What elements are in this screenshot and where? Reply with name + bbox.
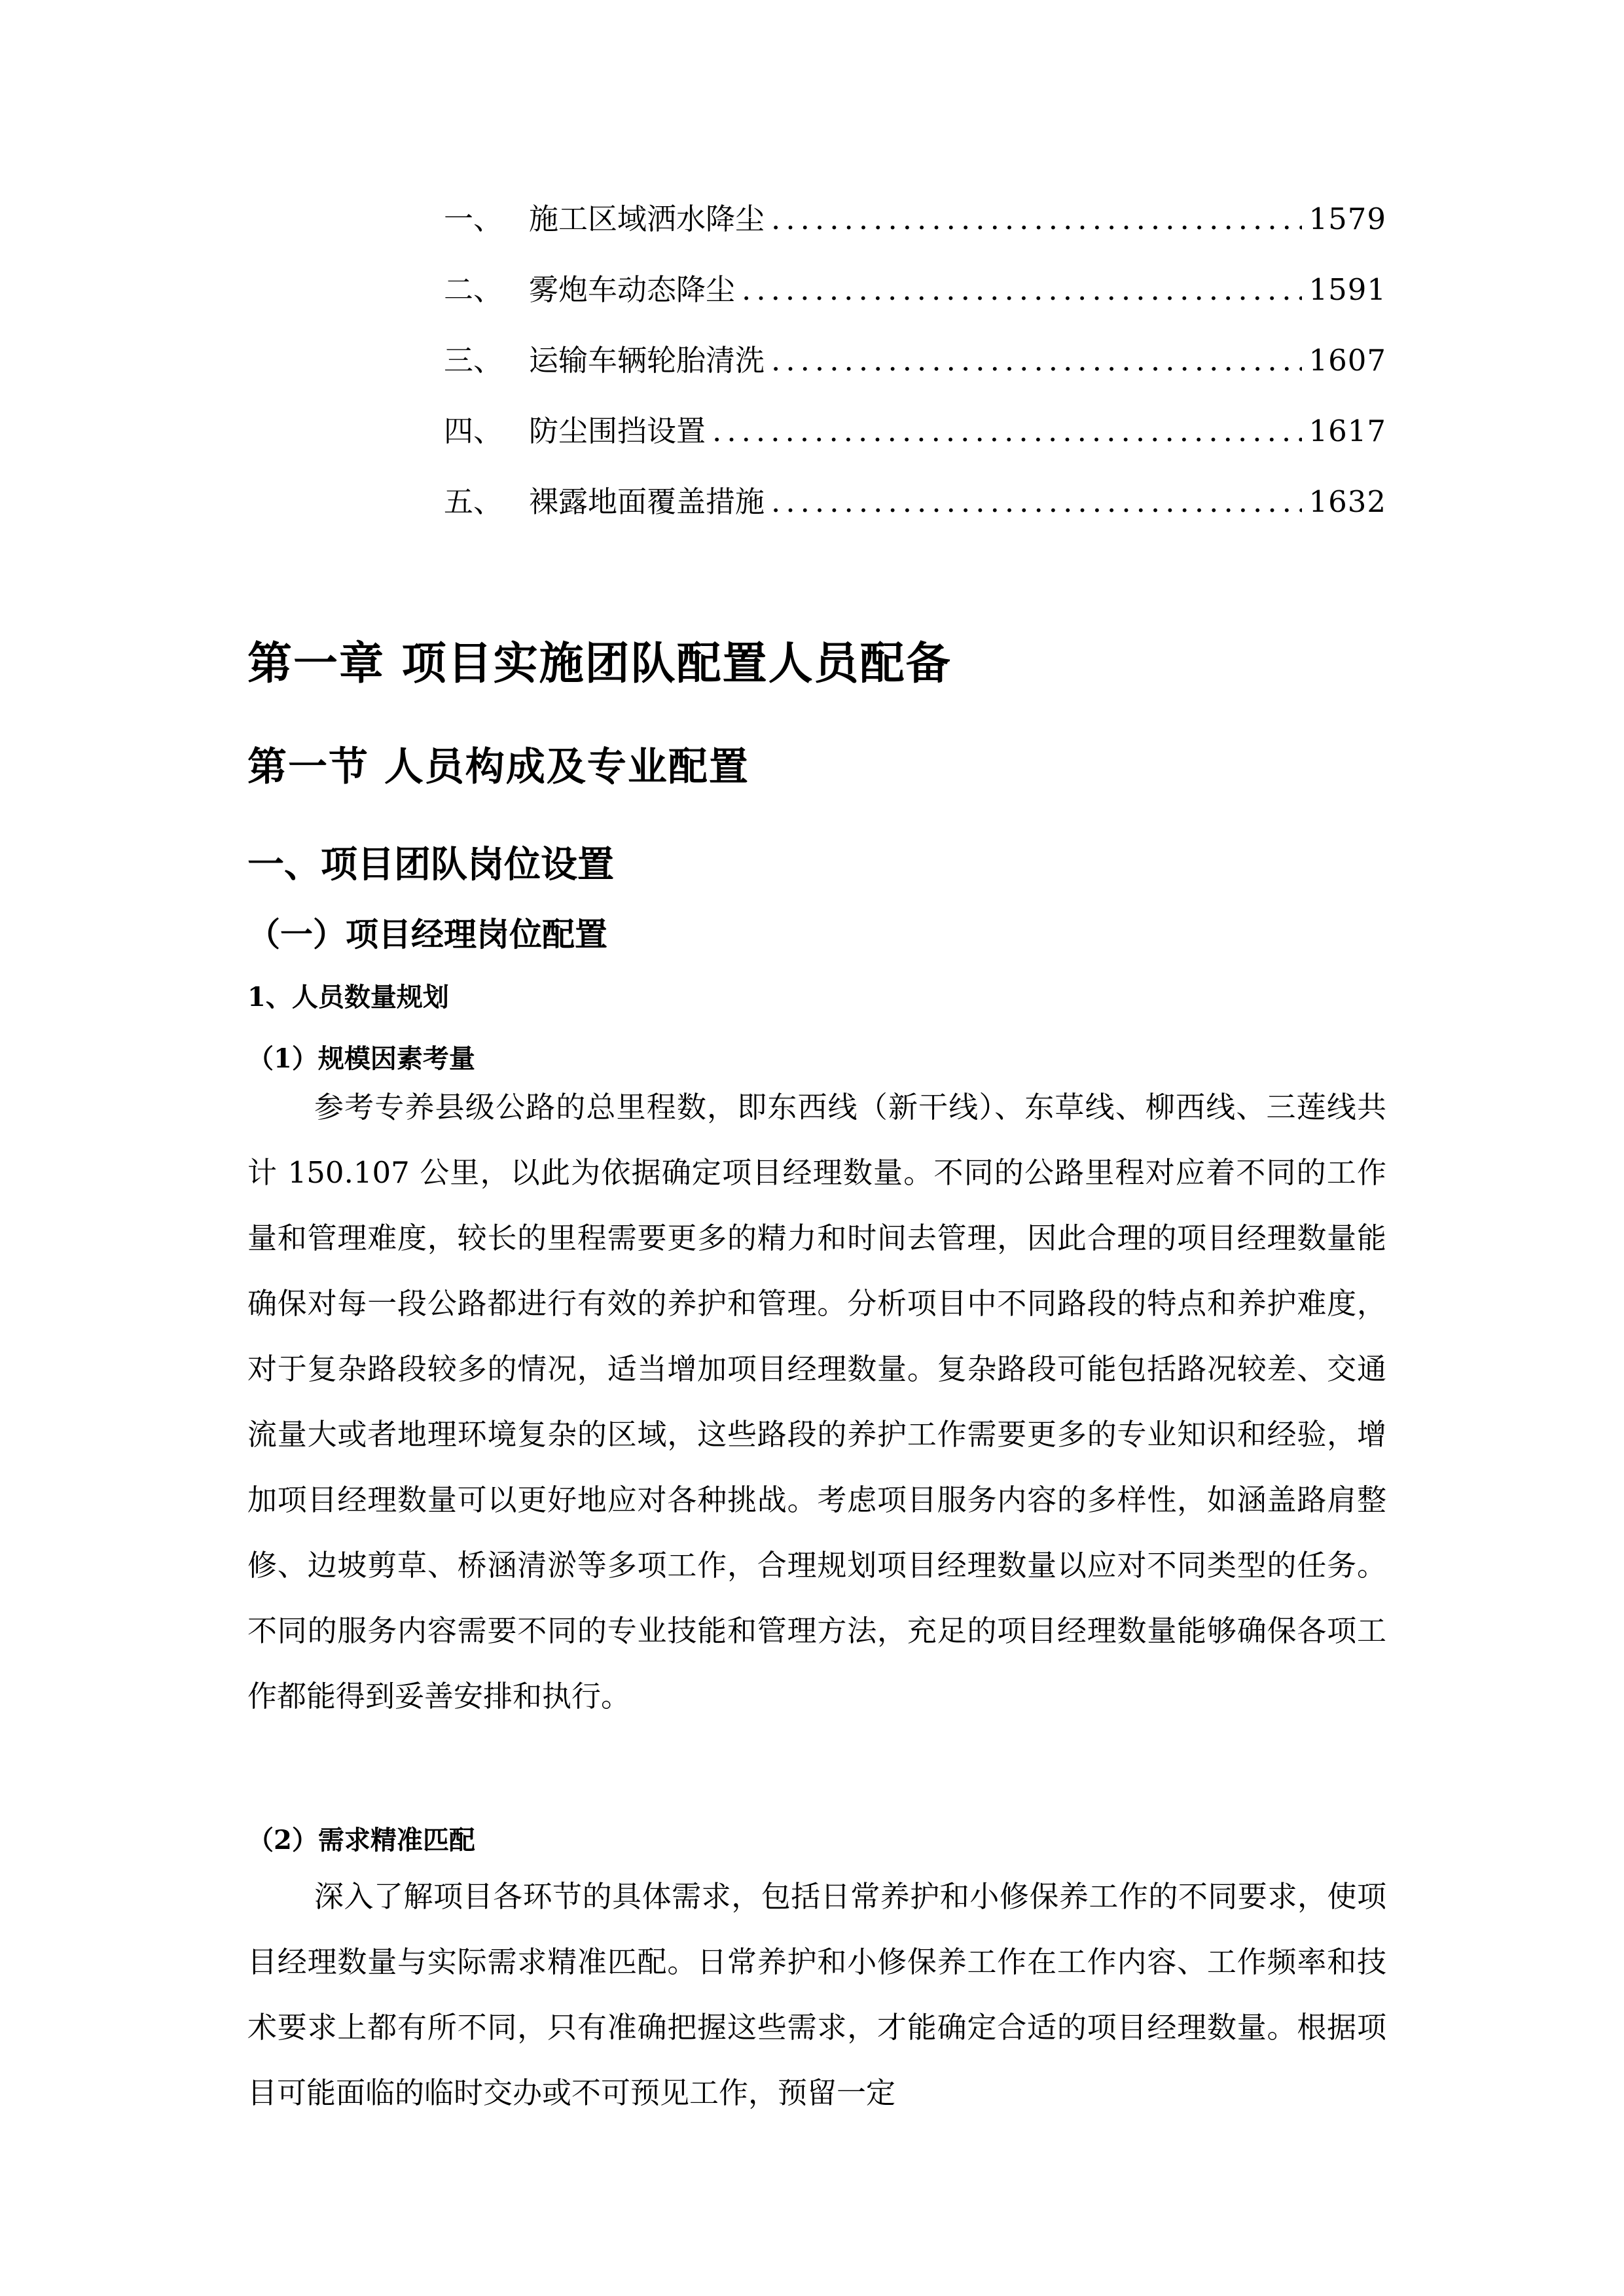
toc-entry-title: 雾炮车动态降尘 xyxy=(529,272,736,307)
toc-entry-title: 裸露地面覆盖措施 xyxy=(529,484,765,519)
body-paragraph: 深入了解项目各环节的具体需求，包括日常养护和小修保养工作的不同要求，使项目经理数量与实际需求精准匹配。日常养护和小修保养工作在工作内容、工作频率和技术要求上都有所不同，只有准确把握这些需求，才能确定合适的项目经理数量。根据项目可能面临的临时交办或不可预见工作，预留一定 xyxy=(247,1879,1386,2110)
toc-entry[interactable] xyxy=(444,266,1386,336)
toc-entry-number: 四、 xyxy=(444,414,503,448)
toc-entry-page: 1632 xyxy=(1308,484,1386,519)
toc-leader-dots xyxy=(771,202,1302,236)
subsection-title: 一、项目团队岗位设置 xyxy=(247,844,614,886)
heading-demand-matching: （2）需求精准匹配 xyxy=(247,1825,475,1856)
toc-entry-number: 一、 xyxy=(444,202,503,236)
heading-staffing-plan: 1、人员数量规划 xyxy=(247,982,449,1013)
toc-entry-title: 运输车辆轮胎清洗 xyxy=(529,343,765,378)
table-of-contents xyxy=(444,195,1386,548)
toc-leader-dots xyxy=(742,272,1302,307)
toc-entry-page: 1617 xyxy=(1308,414,1386,448)
toc-entry-number: 二、 xyxy=(444,272,503,307)
toc-entry-title: 防尘围挡设置 xyxy=(529,414,706,448)
body-paragraph: 参考专养县级公路的总里程数，即东西线（新干线）、东草线、柳西线、三莲线共计 150.107 公里，以此为依据确定项目经理数量。不同的公路里程对应着不同的工作量和管理难度，较长的里程需要更多的精力和时间去管理，因此合理的项目经理数量能确保对每一段公路都进行有效的养护和管理。分析项目中不同路段的特点和养护难度，对于复杂路段较多的情况，适当增加项目经理数量。复杂路段可能包括路况较差、交通流量大或者地理环境复杂的区域，这些路段的养护工作需要更多的专业知识和经验，增加项目经理数量可以更好地应对各种挑战。考虑项目服务内容的多样性，如涵盖路肩整修、边坡剪草、桥涵清淤等多项工作，合理规划项目经理数量以应对不同类型的任务。不同的服务内容需要不同的专业技能和管理方法，充足的项目经理数量能够确保各项工作都能得到妥善安排和执行。 xyxy=(247,1090,1386,1713)
toc-entry-page: 1591 xyxy=(1308,272,1386,307)
toc-entry-page: 1607 xyxy=(1308,343,1386,378)
toc-entry-number: 五、 xyxy=(444,484,503,519)
heading-scale-factors: （1）规模因素考量 xyxy=(247,1043,475,1074)
heading-project-manager-config: （一）项目经理岗位配置 xyxy=(247,915,607,954)
toc-entry-number: 三、 xyxy=(444,343,503,378)
toc-entry[interactable] xyxy=(444,478,1386,548)
toc-leader-dots xyxy=(771,484,1302,519)
toc-entry[interactable] xyxy=(444,407,1386,478)
section-title: 第一节 人员构成及专业配置 xyxy=(247,744,749,790)
toc-leader-dots xyxy=(771,343,1302,378)
chapter-title: 第一章 项目实施团队配置人员配备 xyxy=(247,638,952,690)
toc-entry-title: 施工区域洒水降尘 xyxy=(529,202,765,236)
toc-entry[interactable] xyxy=(444,336,1386,407)
toc-entry[interactable] xyxy=(444,195,1386,266)
toc-entry-page: 1579 xyxy=(1308,202,1386,236)
toc-leader-dots xyxy=(712,414,1302,448)
